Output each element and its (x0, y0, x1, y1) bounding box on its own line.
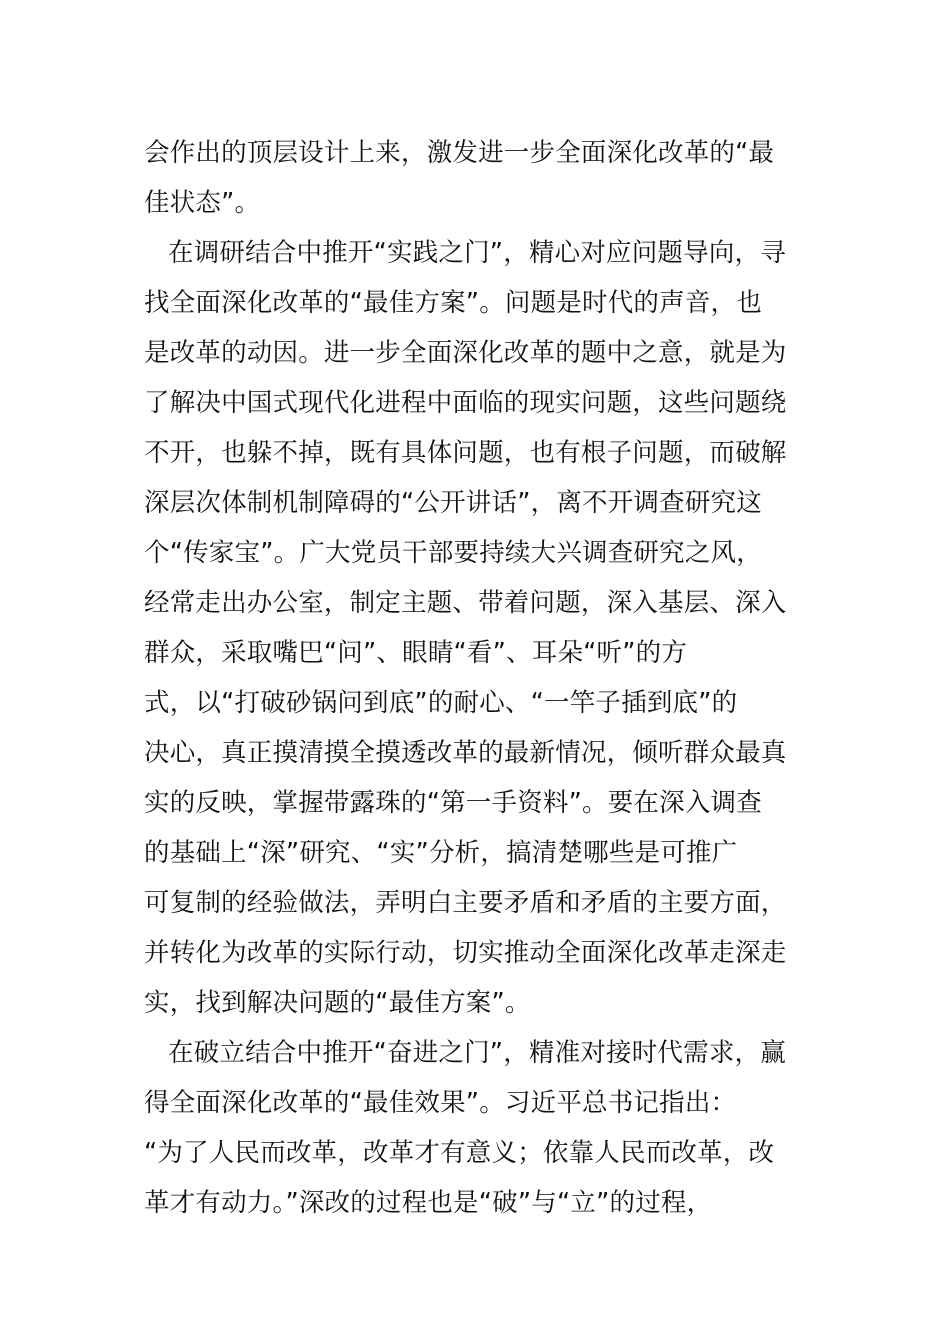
text-line: 不开，也躲不掉，既有具体问题，也有根子问题，而破解 (144, 438, 787, 468)
text-line: 会作出的顶层设计上来，激发进一步全面深化改革的“最 (144, 138, 775, 168)
text-line: 并转化为改革的实际行动，切实推动全面深化改革走深走 (144, 938, 787, 968)
text-line: 实，找到解决问题的“最佳方案”。 (144, 988, 531, 1018)
text-line: 革才有动力。”深改的过程也是“破”与“立”的过程， (144, 1188, 713, 1218)
text-line: 经常走出办公室，制定主题、带着问题，深入基层、深入 (144, 588, 787, 618)
text-line: 可复制的经验做法，弄明白主要矛盾和矛盾的主要方面， (144, 888, 787, 918)
text-line: 群众，采取嘴巴“问”、眼睛“看”、耳朵“听”的方 (144, 638, 688, 668)
text-line: “为了人民而改革，改革才有意义；依靠人民而改革，改 (144, 1138, 775, 1168)
text-line: 式，以“打破砂锅问到底”的耐心、“一竿子插到底”的 (144, 688, 738, 718)
text-line: 的基础上“深”研究、“实”分析，搞清楚哪些是可推广 (144, 838, 738, 868)
body-text (144, 128, 814, 1228)
text-line: 个“传家宝”。广大党员干部要持续大兴调查研究之风， (144, 538, 762, 568)
text-line: 佳状态”。 (144, 188, 261, 218)
text-line: 找全面深化改革的“最佳方案”。问题是时代的声音，也 (144, 288, 762, 318)
text-line: 实的反映，掌握带露珠的“第一手资料”。要在深入调查 (144, 788, 762, 818)
text-line: 在破立结合中推开“奋进之门”，精准对接时代需求，赢 (168, 1038, 786, 1068)
text-line: 深层次体制机制障碍的“公开讲话”，离不开调查研究这 (144, 488, 762, 518)
text-line: 得全面深化改革的“最佳效果”。习近平总书记指出： (144, 1088, 737, 1118)
text-line: 在调研结合中推开“实践之门”，精心对应问题导向，寻 (168, 238, 786, 268)
text-line: 决心，真正摸清摸全摸透改革的最新情况，倾听群众最真 (144, 738, 787, 768)
text-line: 是改革的动因。进一步全面深化改革的题中之意，就是为 (144, 338, 787, 368)
text-line: 了解决中国式现代化进程中面临的现实问题，这些问题绕 (144, 388, 787, 418)
